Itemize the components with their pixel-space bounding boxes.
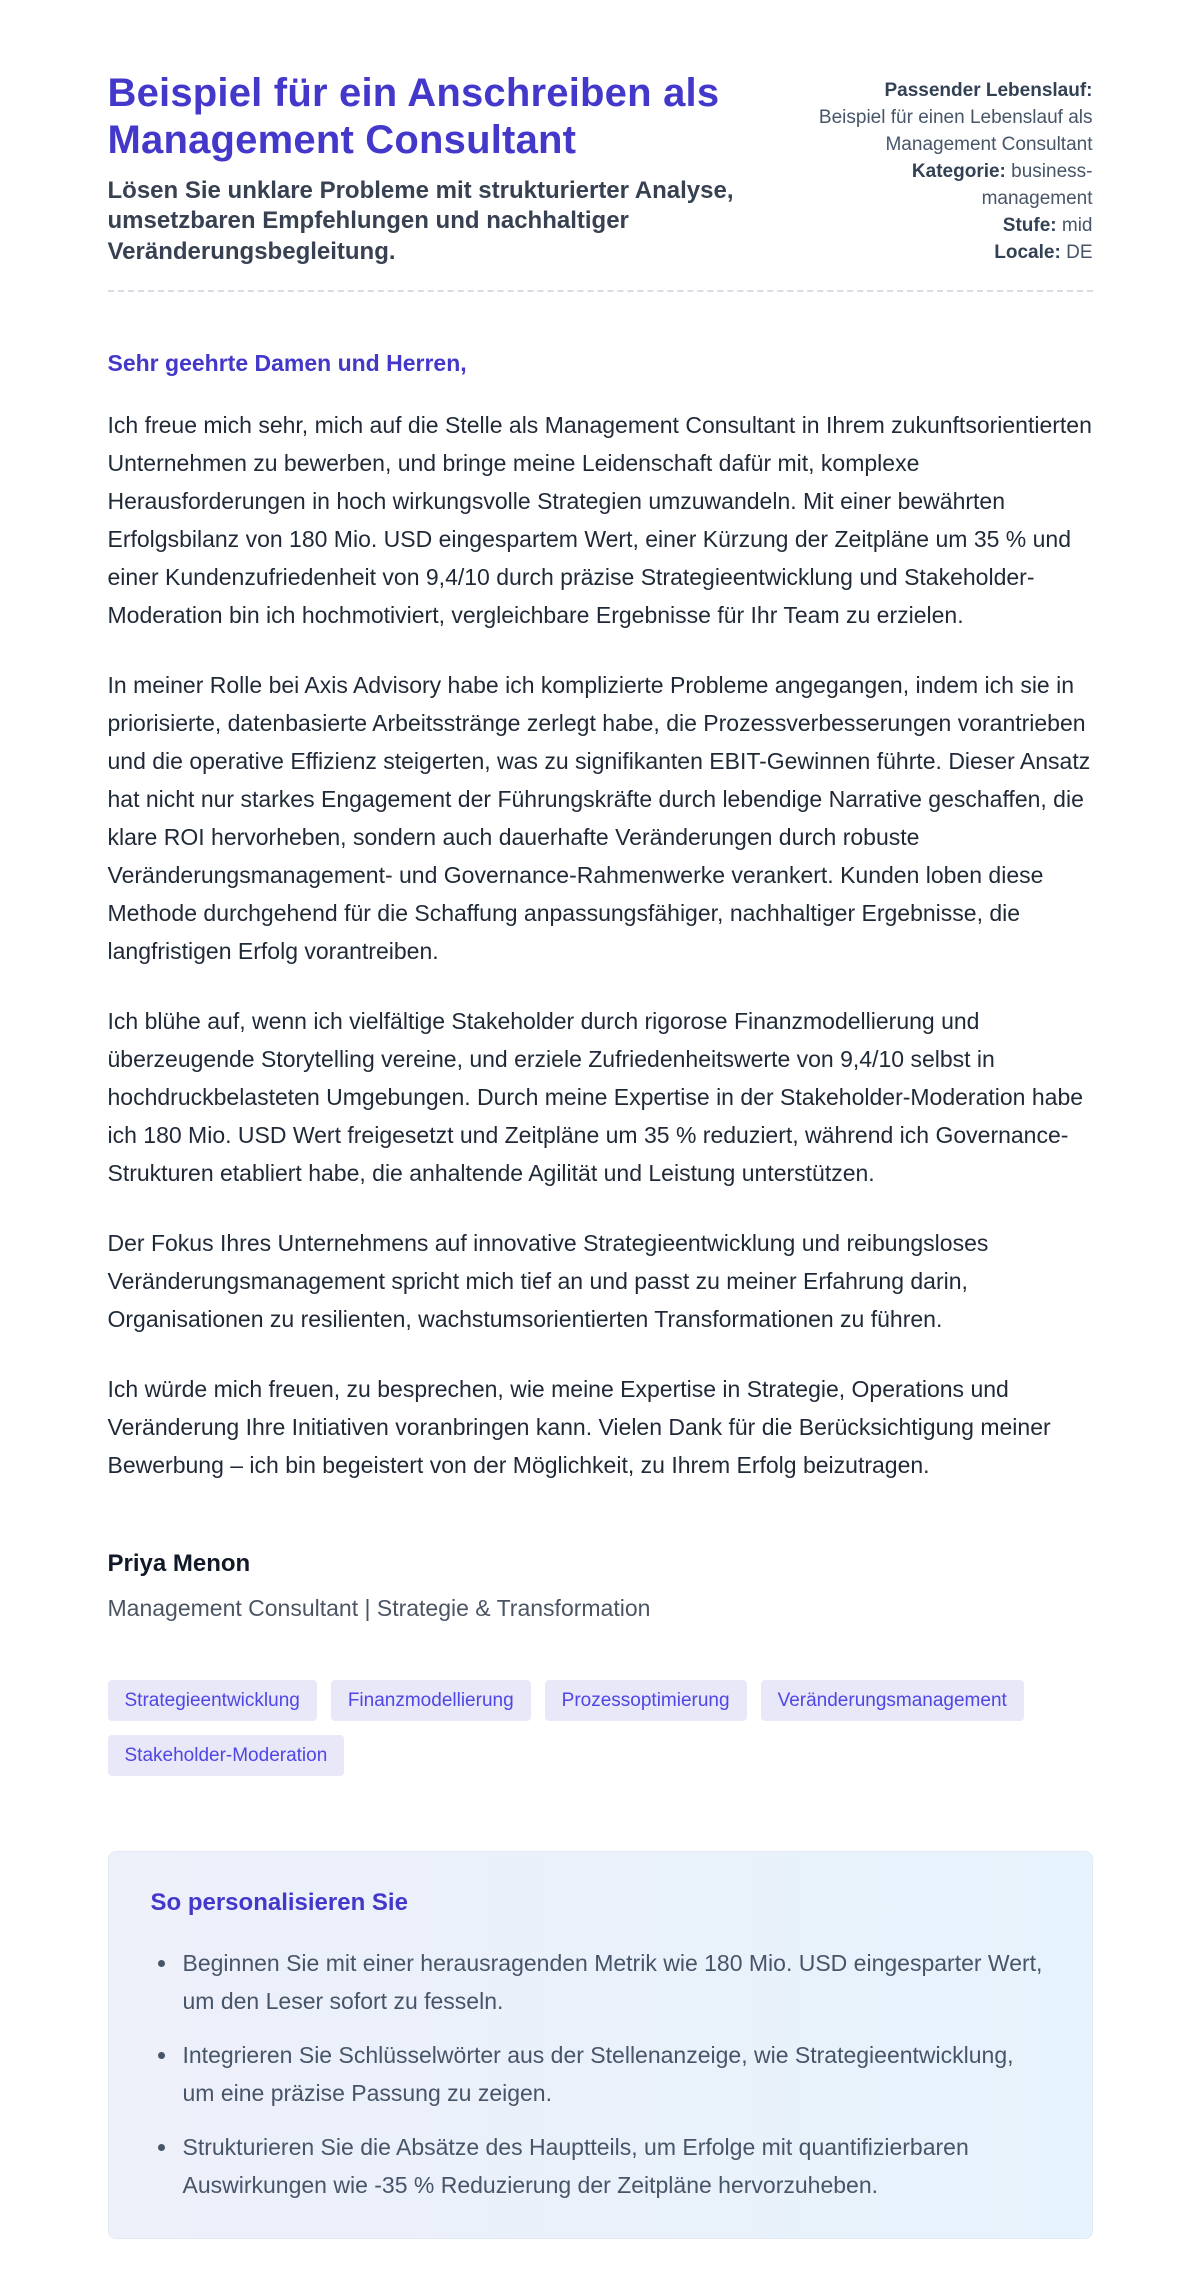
tips-list xyxy=(151,1944,1050,2204)
meta-category: Kategorie: business-management xyxy=(911,160,1093,209)
tip-item: • Integrieren Sie Schlüsselwörter aus der Stellenanzeige, wie Strategieentwicklung, um eine präzise Passung zu zeigen. xyxy=(179,2036,1050,2112)
header-divider xyxy=(108,290,1093,292)
signature-name: Priya Menon xyxy=(107,1549,251,1577)
letter-greeting: Sehr geehrte Damen und Herren, xyxy=(107,349,467,376)
meta-panel xyxy=(808,78,1093,267)
cover-letter-page xyxy=(108,0,1093,2289)
skill-tag: Prozessoptimierung xyxy=(545,1680,747,1721)
meta-locale-value: DE xyxy=(1066,241,1093,263)
matching-resume-link[interactable]: Beispiel für einen Lebenslauf als Management Consultant xyxy=(818,106,1093,155)
skill-tag: Finanzmodellierung xyxy=(331,1680,531,1721)
page-subtitle: Lösen Sie unklare Probleme mit strukturierter Analyse, umsetzbaren Empfehlungen und nachhaltiger Veränderungsbegleitung. xyxy=(107,176,734,266)
page-title: Beispiel für ein Anschreiben als Management Consultant xyxy=(107,71,720,162)
letter-paragraph: Ich würde mich freuen, zu besprechen, wie meine Expertise in Strategie, Operations und Veränderung Ihre Initiativen voranbringen kann. Vielen Dank für die Berücksichtigung meiner Bewerbung – ich bin begeistert von der Möglichkeit, zu Ihrem Erfolg beizutragen. xyxy=(107,1375,1051,1478)
skill-tag: Veränderungsmanagement xyxy=(761,1680,1024,1721)
letter-paragraph: In meiner Rolle bei Axis Advisory habe ich komplizierte Probleme angegangen, indem ich sie in priorisierte, datenbasierte Arbeitsstränge zerlegt habe, die Prozessverbesserungen vorantrieben und die operative Effizienz steigerten, was zu signifikanten EBIT-Gewinnen führte. Dieser Ansatz hat nicht nur starkes Engagement der Führungskräfte durch lebendige Narrative geschaffen, die klare ROI hervorheben, sondern auch dauerhafte Veränderungen durch robuste Veränderungsmanagement- und Governance-Rahmenwerke verankert. Kunden loben diese Methode durchgehend für die Schaffung anpassungsfähiger, nachhaltiger Ergebnisse, die langfristigen Erfolg vorantreiben. xyxy=(107,671,1091,964)
tip-item: • Strukturieren Sie die Absätze des Hauptteils, um Erfolge mit quantifizierbaren Auswirkungen wie -35 % Reduzierung der Zeitpläne hervorzuheben. xyxy=(179,2128,1050,2204)
personalization-tips-box xyxy=(108,1851,1093,2239)
meta-category-value: business-management xyxy=(981,160,1093,209)
header-title-block xyxy=(108,70,778,268)
letter-paragraph: Ich freue mich sehr, mich auf die Stelle als Management Consultant in Ihrem zukunftsorientierten Unternehmen zu bewerben, und bringe meine Leidenschaft dafür mit, komplexe Herausforderungen in hoch wirkungsvolle Strategien umzuwandeln. Mit einer bewährten Erfolgsbilanz von 180 Mio. USD eingespartem Wert, einer Kürzung der Zeitpläne um 35 % und einer Kundenzufriedenheit von 9,4/10 durch präzise Strategieentwicklung und Stakeholder-Moderation bin ich hochmotiviert, vergleichbare Ergebnisse für Ihr Team zu erzielen. xyxy=(107,411,1092,628)
signature-role: Management Consultant | Strategie & Transformation xyxy=(107,1594,651,1621)
skill-tag: Strategieentwicklung xyxy=(108,1680,317,1721)
tip-item: • Beginnen Sie mit einer herausragenden Metrik wie 180 Mio. USD eingesparter Wert, um den Leser sofort zu fesseln. xyxy=(179,1944,1050,2020)
meta-level-value: mid xyxy=(1061,214,1093,236)
tips-heading: So personalisieren Sie xyxy=(150,1888,408,1916)
page-header xyxy=(108,70,1093,268)
letter-paragraph: Ich blühe auf, wenn ich vielfältige Stakeholder durch rigorose Finanzmodellierung und überzeugende Storytelling vereine, und erziele Zufriedenheitswerte von 9,4/10 selbst in hochdruckbelasteten Umgebungen. Durch meine Expertise in der Stakeholder-Moderation habe ich 180 Mio. USD Wert freigesetzt und Zeitpläne um 35 % reduziert, während ich Governance-Strukturen etabliert habe, die anhaltende Agilität und Leistung unterstützen. xyxy=(107,1007,1084,1186)
meta-locale: Locale: DE xyxy=(994,241,1093,263)
letter-paragraph: Der Fokus Ihres Unternehmens auf innovative Strategieentwicklung und reibungsloses Veränderungsmanagement spricht mich tief an und passt zu meiner Erfahrung darin, Organisationen zu resilienten, wachstumsorientierten Transformationen zu führen. xyxy=(107,1229,989,1332)
matching-resume-label: Passender Lebenslauf: xyxy=(884,80,1093,101)
skill-tag-list xyxy=(108,1680,1028,1776)
meta-level: Stufe: mid xyxy=(1002,214,1093,236)
skill-tag: Stakeholder-Moderation xyxy=(108,1735,345,1776)
letter-body xyxy=(108,344,1093,2239)
